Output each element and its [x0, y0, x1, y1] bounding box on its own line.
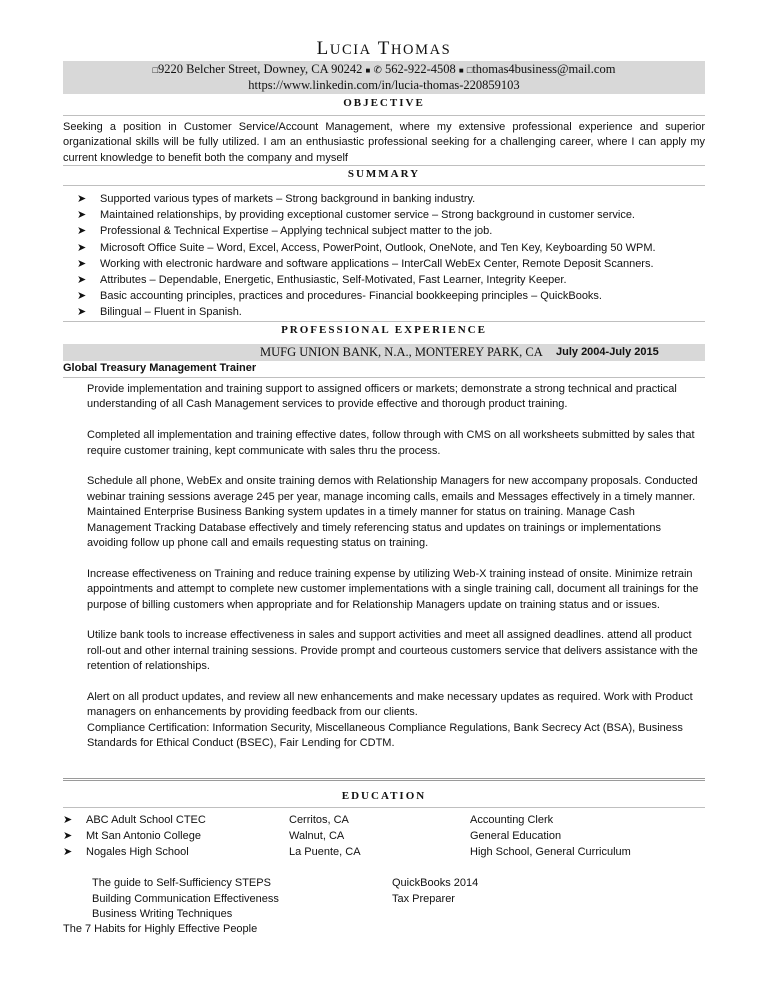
arrow-bullet-icon: ➤: [63, 846, 73, 859]
objective-heading: [63, 97, 705, 109]
phone-icon: ✆: [373, 65, 382, 76]
summary-item-text: Microsoft Office Suite – Word, Excel, Access, PowerPoint, Outlook, OneNote, and Ten Key, Keyboarding 50 WPM.: [100, 241, 656, 254]
duty-paragraph: Completed all implementation and training effective dates, follow through with CMS on all worksheets submitted by sales that require customer training, kept communicate with sales thru the process.: [87, 429, 695, 457]
school-name: Mt San Antonio College: [86, 830, 201, 843]
school-name: ABC Adult School CTEC: [86, 814, 206, 826]
arrow-bullet-icon: ➤: [77, 209, 87, 222]
list-item: [63, 223, 705, 239]
name-last-rest: HOMAS: [390, 42, 452, 58]
mail-icon: □: [466, 65, 473, 75]
school-program: Accounting Clerk: [470, 814, 554, 826]
education-list: [63, 812, 705, 861]
objective-rule: [63, 115, 705, 116]
experience-heading: [63, 324, 705, 336]
courses-left: [92, 876, 279, 923]
arrow-bullet-icon: ➤: [77, 241, 87, 254]
education-rule: [63, 807, 705, 808]
list-item: [63, 191, 705, 207]
objective-text: Seeking a position in Customer Service/Account Management, where my extensive professional experience and superior organizational skills will be fully utilized. I am an enthusiastic professional seeking for a challenging career, where I can apply my current knowledge to benefit both the company and myself: [63, 121, 705, 164]
list-item: [63, 828, 705, 844]
duty-paragraph: Provide implementation and training support to assigned officers or markets; demonstrate a strong technical and practical understanding of all Cash Management services to provide effective and thorough product training.: [87, 383, 677, 411]
contact-line-2: [63, 78, 705, 93]
list-item: [63, 240, 705, 256]
list-item: [63, 288, 705, 304]
summary-rule: [63, 185, 705, 186]
experience-rule-top: [63, 321, 705, 322]
summary-item-text: Maintained relationships, by providing exceptional customer service – Strong background in customer service.: [100, 209, 635, 222]
summary-item-text: Working with electronic hardware and software applications – InterCall WebEx Center, Remote Deposit Scanners.: [100, 257, 654, 270]
education-heading: [63, 790, 705, 802]
address: 9220 Belcher Street, Downey, CA 90242: [157, 62, 363, 76]
list-item: [63, 844, 705, 860]
education-heading-text: EDUCATION: [341, 790, 427, 802]
school-location: La Puente, CA: [289, 846, 361, 859]
summary-heading-text: SUMMARY: [347, 168, 421, 180]
arrow-bullet-icon: ➤: [77, 290, 87, 303]
compliance-certification: Compliance Certification: Information Security, Miscellaneous Compliance Regulations, Bank Secrecy Act (BSA), Business Standards for Ethical Conduct (BSEC), Fair Lending for CDTM.: [87, 721, 683, 750]
courses-right: [392, 876, 478, 907]
summary-item-text: Supported various types of markets – Strong background in banking industry.: [100, 193, 476, 205]
name-first-rest: UCIA: [329, 42, 372, 58]
arrow-bullet-icon: ➤: [77, 225, 87, 238]
list-item: [63, 304, 705, 320]
school-location: Walnut, CA: [289, 830, 345, 843]
school-program: General Education: [470, 830, 562, 843]
arrow-bullet-icon: ➤: [77, 306, 87, 319]
duty-paragraph: Increase effectiveness on Training and reduce training expense by utilizing Web-X training instead of onsite. Minimize retrain appointments and attempt to complete new customer implementations with a single training call, document all trainings for the purpose of billing customers when appropriate and for Relationship Managers update on training status and or issues.: [87, 567, 699, 611]
course-item: Building Communication Effectiveness: [92, 892, 279, 905]
education-rule-top: [63, 778, 705, 781]
duty-paragraph: Utilize bank tools to increase effectiveness in sales and support activities and meet all assigned deadlines. attend all product roll-out and other internal training sessions. Provide prompt and courteous customers service that delivers assistance with the retention of relationships.: [87, 629, 698, 673]
course-item: QuickBooks 2014: [392, 877, 479, 889]
duty-paragraph: Alert on all product updates, and review all new enhancements and make necessary updates as required. Work with Product managers on enhancements by providing feedback from our clients.: [87, 691, 693, 719]
summary-item-text: Basic accounting principles, practices and procedures- Financial bookkeeping principles – QuickBooks.: [100, 290, 602, 303]
list-item: [63, 812, 705, 828]
name-last-initial: T: [377, 38, 391, 59]
course-item: Tax Preparer: [392, 892, 455, 905]
school-program: High School, General Curriculum: [470, 846, 631, 859]
school-name: Nogales High School: [86, 846, 189, 859]
summary-list: [63, 191, 705, 321]
employment-dates: July 2004-July 2015: [556, 346, 659, 358]
job-title-rule: [63, 377, 705, 378]
home-icon: □: [152, 65, 158, 75]
course-last: The 7 Habits for Highly Effective People: [63, 923, 258, 935]
candidate-name: [0, 38, 768, 60]
experience-heading-text: PROFESSIONAL EXPERIENCE: [281, 324, 487, 336]
summary-item-text: Bilingual – Fluent in Spanish.: [100, 306, 242, 319]
job-title: Global Treasury Management Trainer: [63, 362, 257, 374]
summary-item-text: Professional & Technical Expertise – Applying technical subject matter to the job.: [100, 225, 493, 238]
summary-item-text: Attributes – Dependable, Energetic, Enthusiastic, Self-Motivated, Fast Learner, Integrity Keeper.: [100, 273, 567, 286]
linkedin-url[interactable]: https://www.linkedin.com/in/lucia-thomas-220859103: [248, 78, 520, 92]
duty-paragraph: Schedule all phone, WebEx and onsite training demos with Relationship Managers for new accompany proposals. Conducted webinar training sessions average 245 per year, manage incoming calls, emails and Messages effectively in a timely manner. Maintained Enterprise Business Banking system updates in a timely manner for status on training. Manage Cash Management Tracking Database effectively and timely referencing status and updates on trainings or implementations avoiding follow up phone call and emails requesting status on training.: [87, 475, 698, 550]
arrow-bullet-icon: ➤: [77, 193, 87, 205]
duties-list: [87, 382, 699, 752]
separator-icon: ■: [458, 66, 464, 75]
separator-icon: ■: [365, 66, 371, 75]
arrow-bullet-icon: ➤: [63, 830, 73, 843]
summary-heading: [63, 168, 705, 180]
school-location: Cerritos, CA: [289, 814, 349, 826]
phone: 562-922-4508: [384, 62, 456, 76]
course-item: The guide to Self-Sufficiency STEPS: [92, 877, 271, 889]
email: thomas4business@mail.com: [472, 62, 616, 76]
employer-name: MUFG UNION BANK, N.A., MONTEREY PARK, CA: [260, 345, 543, 359]
arrow-bullet-icon: ➤: [77, 273, 87, 286]
name-first-initial: L: [316, 38, 330, 59]
course-item: Business Writing Techniques: [92, 908, 233, 920]
list-item: [63, 256, 705, 272]
objective-heading-text: OBJECTIVE: [343, 97, 425, 109]
summary-rule-top: [63, 165, 705, 166]
arrow-bullet-icon: ➤: [77, 257, 87, 270]
arrow-bullet-icon: ➤: [63, 814, 73, 826]
list-item: [63, 272, 705, 288]
contact-line-1: [63, 62, 705, 77]
list-item: [63, 207, 705, 223]
